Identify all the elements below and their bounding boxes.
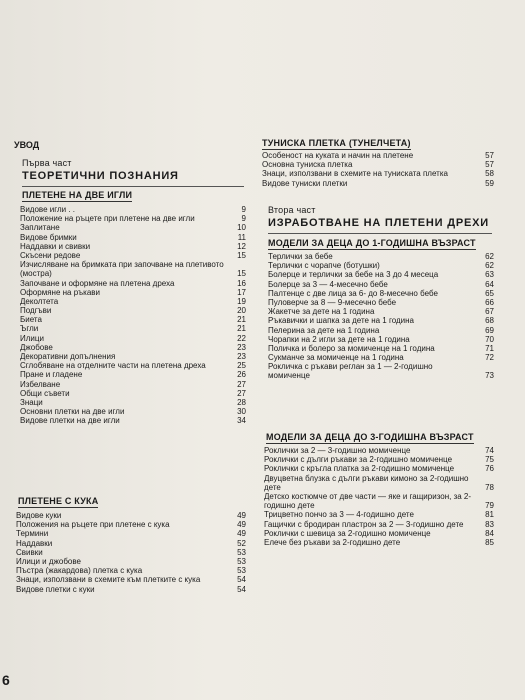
toc-entry-title: Жакетче за дете на 1 година — [268, 307, 375, 317]
toc-entry — [262, 179, 494, 188]
toc-entry-page: 20 — [237, 306, 246, 316]
toc-entry — [20, 223, 246, 232]
toc-entry — [20, 380, 246, 389]
toc-entry-title: Видове бримки — [20, 232, 77, 242]
toc-entry-page: 15 — [237, 269, 246, 279]
toc-entry — [20, 361, 246, 370]
toc-entry — [16, 548, 246, 557]
toc-entry-title: Болерце за 3 — 4-месечно бебе — [268, 279, 388, 289]
toc-entry-page: 74 — [485, 446, 494, 455]
toc-entry — [264, 455, 494, 464]
toc-entry-page: 69 — [485, 325, 494, 335]
toc-entry-page: 72 — [485, 353, 494, 363]
toc-entry — [20, 214, 246, 223]
toc-entry-page: 65 — [485, 288, 494, 298]
toc-entry-title: Детско костюмче от две части — яке и гащиризон, за 2-годишно дете — [264, 491, 472, 511]
toc-entry-title: Избелване — [20, 379, 61, 389]
toc-entry-page: 85 — [485, 537, 494, 547]
toc-entry-page: 83 — [485, 519, 494, 529]
toc-entry-page: 15 — [237, 250, 246, 260]
toc-entry-intro: УВОД — [14, 140, 40, 150]
toc-entry-title: Наддавки — [16, 538, 53, 548]
toc-entry — [264, 492, 494, 510]
toc-entry-page: 59 — [485, 178, 494, 188]
toc-entry — [268, 316, 494, 325]
toc-entry — [20, 306, 246, 315]
toc-entry-page: 49 — [237, 511, 246, 520]
toc-entry-page: 67 — [485, 307, 494, 317]
toc-entry — [16, 511, 246, 520]
toc-entry-title: Чорапки на 2 игли за дете на 1 година — [268, 334, 410, 344]
toc-entry-page: 63 — [485, 270, 494, 280]
toc-entry-page: 27 — [237, 379, 246, 389]
toc-entry-title: Свивки — [16, 547, 43, 557]
toc-entry-title: Видове туниски плетки — [262, 178, 348, 188]
toc-entry-title: Положение на ръцете при плетене на две игли — [20, 214, 195, 224]
toc-entry-page: 21 — [237, 324, 246, 334]
toc-entry — [20, 233, 246, 242]
toc-entry-title: Джобове — [20, 342, 53, 352]
toc-entry-title: Гащички с бродиран пластрон за 2 — 3-годишно дете — [264, 519, 464, 529]
toc-entry-title: Особеност на куката и начин на плетене — [262, 151, 414, 160]
toc-entry — [20, 407, 246, 416]
toc-entry — [20, 297, 246, 306]
part-two-label: Втора част — [268, 205, 316, 215]
toc-entry — [20, 389, 246, 398]
part-one-label: Първа част — [22, 158, 72, 168]
toc-entry-title: Оформяне на ръкави — [20, 287, 101, 297]
toc-entry-page: 19 — [237, 296, 246, 306]
toc-entry-page: 9 — [241, 205, 246, 214]
toc-entry-title: Знаци — [20, 397, 43, 407]
toc-entry-title: Декоративни допълнения — [20, 352, 116, 361]
section-title-crochet: ПЛЕТЕНЕ С КУКА — [18, 496, 99, 506]
toc-entry-title: Деколтета — [20, 296, 59, 306]
section-list-age-3 — [264, 446, 494, 547]
toc-entry — [264, 464, 494, 473]
section-list-crochet — [16, 511, 246, 594]
toc-entry-page: 84 — [485, 528, 494, 538]
section-list-two-needles — [20, 205, 246, 426]
toc-entry-page: 58 — [485, 169, 494, 179]
toc-entry-title: Ръкавички и шапка за дете на 1 година — [268, 316, 414, 326]
toc-entry-page: 54 — [237, 584, 246, 594]
toc-entry-page: 23 — [237, 342, 246, 352]
toc-entry-title: Пране и гладене — [20, 370, 83, 380]
toc-entry-title: Ъгли — [20, 324, 39, 334]
toc-entry — [16, 539, 246, 548]
toc-entry — [16, 575, 246, 584]
toc-entry-page: 49 — [237, 520, 246, 530]
toc-entry-page: 79 — [485, 501, 494, 511]
toc-entry — [16, 585, 246, 594]
toc-entry-title: Основни плетки на две игли — [20, 407, 125, 417]
toc-entry-title: Болерце и терлички за бебе на 3 до 4 месеца — [268, 270, 439, 280]
toc-entry-title: Видове игли . . — [20, 205, 75, 214]
toc-entry-title: Знаци, използвани в схемите към плетките с кука — [16, 575, 201, 585]
toc-entry-page: 22 — [237, 333, 246, 343]
divider — [22, 186, 244, 187]
toc-entry — [20, 205, 246, 214]
part-one-title: ТЕОРЕТИЧНИ ПОЗНАНИЯ — [22, 170, 179, 182]
toc-entry-page: 25 — [237, 361, 246, 371]
toc-entry — [268, 280, 494, 289]
toc-entry — [20, 370, 246, 379]
toc-entry-title: Трицветно пончо за 3 — 4-годишно дете — [264, 510, 414, 520]
toc-entry-page: 62 — [485, 261, 494, 271]
toc-entry-title: Сглобяване на отделните части на плетена дреха — [20, 361, 206, 371]
toc-entry — [262, 169, 494, 178]
toc-entry — [262, 160, 494, 169]
toc-entry-page: 57 — [485, 160, 494, 170]
toc-entry — [20, 398, 246, 407]
toc-entry — [268, 353, 494, 362]
toc-entry-title: Видове плетки с куки — [16, 584, 95, 594]
toc-entry-page: 64 — [485, 279, 494, 289]
toc-entry-page: 23 — [237, 352, 246, 361]
toc-entry — [20, 416, 246, 425]
toc-entry-title: Видове плетки на две игли — [20, 416, 120, 426]
toc-entry-page: 34 — [237, 416, 246, 426]
section-title-two-needles: ПЛЕТЕНЕ НА ДВЕ ИГЛИ — [22, 190, 133, 200]
toc-entry-page: 57 — [485, 151, 494, 160]
toc-entry-page: 11 — [237, 232, 246, 242]
toc-entry — [268, 298, 494, 307]
toc-entry-title: Подгъви — [20, 306, 52, 316]
toc-entry-title: Основна туниска плетка — [262, 160, 353, 170]
toc-entry — [20, 242, 246, 251]
toc-entry-page: 26 — [237, 370, 246, 380]
toc-entry — [264, 520, 494, 529]
toc-entry-title: Роклички с дълги ръкави за 2-годишно момиченце — [264, 455, 453, 465]
toc-entry-page: 30 — [237, 407, 246, 417]
toc-entry-title: Двуцветна блузка с дълги ръкави кимоно за 2-годишно дете — [264, 473, 469, 492]
toc-entry-page: 75 — [485, 455, 494, 465]
toc-entry — [20, 352, 246, 361]
toc-entry — [268, 344, 494, 353]
toc-entry-page: 10 — [237, 223, 246, 233]
toc-entry-title: Започване и оформяне на плетена дреха — [20, 278, 175, 288]
toc-entry-title: Положения на ръцете при плетене с кука — [16, 520, 170, 530]
toc-entry — [16, 520, 246, 529]
toc-entry-title: Поличка и болеро за момиченце на 1 година — [268, 343, 435, 353]
toc-entry-page: 53 — [237, 556, 246, 566]
toc-entry — [20, 251, 246, 260]
toc-entry — [20, 334, 246, 343]
toc-entry-page: 12 — [237, 241, 246, 251]
toc-entry-page: 53 — [237, 566, 246, 576]
toc-entry-page: 21 — [237, 315, 246, 325]
toc-entry — [264, 529, 494, 538]
divider — [268, 233, 492, 234]
toc-entry-page: 71 — [485, 343, 494, 353]
toc-entry — [268, 326, 494, 335]
toc-entry-title: Скъсени редове — [20, 250, 81, 260]
toc-entry-title: Термини — [16, 529, 49, 539]
toc-entry-title: Общи съвети — [20, 388, 70, 398]
section-title-age-3: МОДЕЛИ ЗА ДЕЦА ДО 3-ГОДИШНА ВЪЗРАСТ — [266, 432, 474, 442]
toc-entry-title: Заплитане — [20, 223, 60, 233]
toc-entry-title: Палтенце с две лица за 6- до 8-месечно бебе — [268, 288, 438, 298]
toc-entry-title: Видове куки — [16, 511, 62, 520]
toc-entry-title: Роклички с шевица за 2-годишно момиченце — [264, 528, 431, 538]
page-number: 6 — [2, 672, 10, 688]
toc-entry-title: Роклички за 2 — 3-годишно момиченце — [264, 446, 411, 455]
toc-entry — [20, 315, 246, 324]
toc-entry-title: Изчисляване на бримката при започване на плетивото (мостра) — [20, 260, 224, 279]
toc-entry-title: Елече без ръкави за 2-годишно дете — [264, 537, 401, 547]
toc-entry-title: Биета — [20, 315, 42, 325]
toc-entry — [268, 289, 494, 298]
toc-entry — [268, 261, 494, 270]
toc-entry — [264, 474, 494, 492]
toc-entry-title: Пуловерче за 8 — 9-месечно бебе — [268, 297, 397, 307]
toc-entry — [20, 260, 246, 278]
toc-entry-page: 54 — [237, 575, 246, 585]
toc-entry-title: Илици и джобове — [16, 556, 81, 566]
toc-entry-page: 52 — [237, 538, 246, 548]
toc-entry-title: Рокличка с ръкави реглан за 1 — 2-годишно момиченце — [268, 362, 433, 381]
toc-entry — [16, 557, 246, 566]
section-list-age-1 — [268, 252, 494, 381]
toc-entry-page: 70 — [485, 334, 494, 344]
toc-entry-title: Сукманче за момиченце на 1 година — [268, 353, 404, 363]
toc-entry — [262, 151, 494, 160]
toc-entry — [268, 362, 494, 380]
toc-entry-page: 9 — [241, 214, 246, 224]
toc-entry — [20, 343, 246, 352]
section-list-tunisian — [262, 151, 494, 188]
toc-entry-page: 78 — [485, 482, 494, 492]
section-title-age-1: МОДЕЛИ ЗА ДЕЦА ДО 1-ГОДИШНА ВЪЗРАСТ — [268, 238, 476, 248]
toc-entry-title: Пелерина за дете на 1 година — [268, 325, 380, 335]
toc-entry — [20, 279, 246, 288]
toc-entry — [268, 307, 494, 316]
toc-entry — [20, 324, 246, 333]
toc-entry — [268, 335, 494, 344]
toc-entry-title: Знаци, използвани в схемите на туниската плетка — [262, 169, 448, 179]
toc-entry-title: Пъстра (жакардова) плетка с кука — [16, 566, 143, 576]
toc-entry-title: Терлички с чорапче (ботушки) — [268, 261, 380, 271]
toc-entry — [16, 566, 246, 575]
toc-entry-title: Наддавки и свивки — [20, 241, 91, 251]
toc-entry — [264, 510, 494, 519]
toc-entry — [268, 252, 494, 261]
toc-entry — [268, 270, 494, 279]
part-two-title: ИЗРАБОТВАНЕ НА ПЛЕТЕНИ ДРЕХИ — [268, 217, 489, 229]
toc-entry-page: 27 — [237, 388, 246, 398]
toc-entry-title: Терлички за бебе — [268, 252, 333, 261]
toc-entry — [264, 538, 494, 547]
toc-entry — [20, 288, 246, 297]
toc-entry-title: Роклички с кръгла платка за 2-годишно момиченце — [264, 464, 455, 474]
toc-entry-page: 66 — [485, 297, 494, 307]
toc-entry-title: Илици — [20, 333, 44, 343]
toc-entry-page: 81 — [485, 510, 494, 520]
toc-entry — [264, 446, 494, 455]
toc-entry-page: 28 — [237, 397, 246, 407]
toc-entry-page: 68 — [485, 316, 494, 326]
toc-entry-page: 16 — [237, 278, 246, 288]
toc-entry — [16, 529, 246, 538]
toc-entry-page: 53 — [237, 547, 246, 557]
toc-entry-page: 62 — [485, 252, 494, 261]
toc-entry-page: 76 — [485, 464, 494, 474]
toc-entry-page: 17 — [237, 287, 246, 297]
section-title-tunisian: ТУНИСКА ПЛЕТКА (ТУНЕЛЧЕТА) — [262, 138, 411, 148]
toc-entry-page: 49 — [237, 529, 246, 539]
toc-entry-page: 73 — [485, 371, 494, 381]
